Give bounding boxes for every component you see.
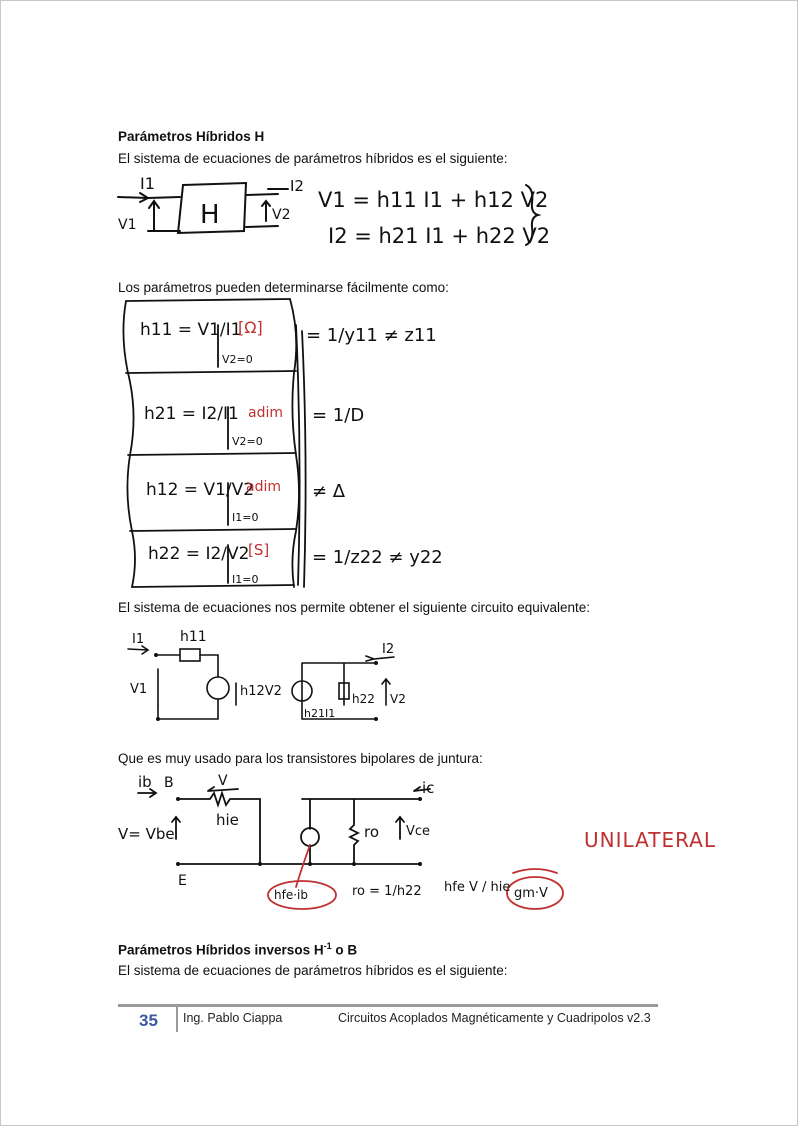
bjt-ib-label: ib	[138, 773, 152, 791]
bjt-b-label: B	[164, 775, 174, 791]
section-heading-h: Parámetros Híbridos H	[118, 129, 265, 144]
bjt-vbe-label: V= Vbe	[118, 825, 175, 843]
section-intro-h: El sistema de ecuaciones de parámetros híbridos es el siguiente:	[118, 151, 508, 166]
parameter-table-figure	[118, 295, 443, 593]
unilateral-annotation: UNILATERAL	[584, 828, 716, 852]
param-row-h21	[144, 404, 364, 448]
circuit-v1-label: V1	[130, 682, 148, 697]
h11-relation: = 1/y11 ≠ z11	[306, 325, 437, 346]
h21-relation: = 1/D	[312, 405, 365, 426]
footer-document-title: Circuitos Acoplados Magnéticamente y Cuadripolos v2.3	[338, 1011, 651, 1025]
h22-condition: I1=0	[232, 573, 259, 586]
bjt-hie-label: hie	[216, 811, 239, 829]
bjt-e-label: E	[178, 873, 187, 889]
h11-unit: [Ω]	[238, 318, 263, 337]
bjt-ic-label: ic	[422, 779, 435, 797]
h21-definition: h21 = I2/I1	[144, 404, 239, 424]
bjt-ro-equation: ro = 1/h22	[352, 884, 422, 899]
bjt-v-label: V	[218, 773, 228, 789]
i2-label: I2	[290, 177, 304, 195]
circuit-h22-label: h22	[352, 692, 375, 706]
hfe-current-source	[301, 828, 319, 846]
h22-unit: [S]	[248, 541, 270, 559]
param-row-h11	[140, 318, 437, 366]
page-number: 35	[139, 1011, 158, 1030]
param-row-h22	[148, 541, 443, 586]
bjt-gm-equation-lhs: hfe V / hie	[444, 880, 511, 895]
equation-v1: V1 = h11 I1 + h12 V2	[318, 188, 549, 212]
h11-definition: h11 = V1/I1	[140, 320, 242, 340]
i1-label: I1	[140, 174, 155, 193]
bjt-gm-equation-rhs: gm·V	[514, 886, 548, 901]
footer-separator	[176, 1007, 178, 1032]
bjt-hfe-ib-label: hfe·ib	[274, 888, 308, 902]
circuit-intro: El sistema de ecuaciones nos permite obtener el siguiente circuito equivalente:	[118, 600, 591, 615]
dependent-voltage-source	[207, 677, 229, 699]
param-row-h12	[146, 479, 346, 524]
equation-i2: I2 = h21 I1 + h22 V2	[328, 224, 551, 248]
bjt-vce-label: Vce	[406, 824, 431, 839]
circuit-v2-label: V2	[390, 692, 406, 706]
h21-unit: adim	[248, 405, 283, 421]
bjt-ro-label: ro	[364, 823, 380, 841]
h21-condition: V2=0	[232, 435, 263, 448]
h22-definition: h22 = I2/V2	[148, 544, 250, 564]
v2-label: V2	[272, 207, 291, 223]
h11-resistor	[180, 649, 200, 661]
v1-label: V1	[118, 217, 137, 233]
section-heading-h-inverse: Parámetros Híbridos inversos $H^{-1}$ o B	[118, 941, 358, 958]
bjt-model-figure	[118, 769, 718, 921]
footer-author: Ing. Pablo Ciappa	[183, 1011, 283, 1025]
h-block-label: H	[200, 200, 220, 230]
h12-unit: adim	[246, 479, 281, 495]
h12-relation: ≠ Δ	[312, 481, 346, 502]
circuit-i2-label: I2	[382, 642, 395, 657]
circuit-h21i1-label: h21I1	[304, 707, 336, 720]
h12-condition: I1=0	[232, 511, 259, 524]
equivalent-circuit-figure	[118, 621, 418, 729]
circuit-h12v2-label: h12V2	[240, 684, 282, 699]
transistor-intro: Que es muy usado para los transistores bipolares de juntura:	[118, 751, 483, 766]
section-intro-h-inverse: El sistema de ecuaciones de parámetros híbridos es el siguiente:	[118, 963, 508, 978]
circuit-i1-label: I1	[132, 632, 145, 647]
h22-relation: = 1/z22 ≠ y22	[312, 547, 443, 568]
hybrid-equations-figure	[118, 171, 551, 256]
h11-condition: V2=0	[222, 353, 253, 366]
params-intro: Los parámetros pueden determinarse fácilmente como:	[118, 280, 449, 295]
h12-definition: h12 = V1/V2	[146, 480, 255, 500]
circuit-h11-label: h11	[180, 629, 207, 645]
footer-rule	[118, 1004, 658, 1007]
